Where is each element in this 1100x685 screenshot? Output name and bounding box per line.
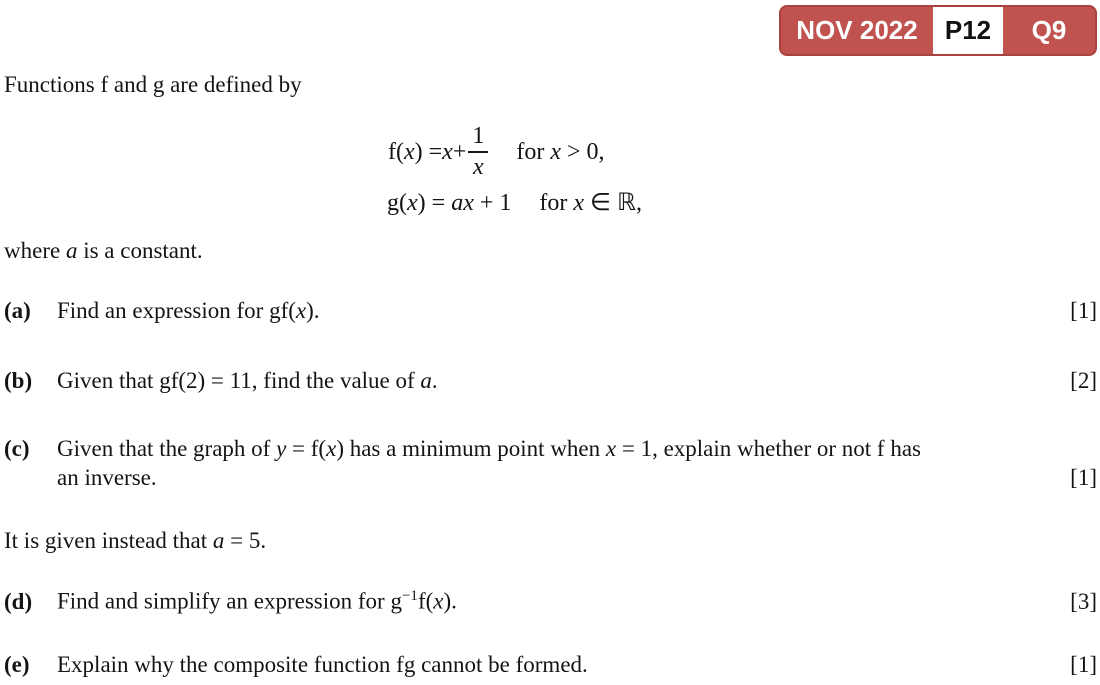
part-a-marks: [1]: [1070, 298, 1097, 323]
where-constant-text: [4, 238, 203, 264]
part-c-line2-text: an inverse.: [57, 465, 157, 490]
part-b-text: [57, 368, 438, 394]
equation-f-lhs: f(: [388, 138, 404, 165]
where-var-a: a: [65, 238, 78, 263]
part-b-label: (b): [4, 368, 33, 393]
equation-g-condition-var: x: [573, 190, 585, 216]
part-d-inverse-exponent: −1: [401, 588, 418, 604]
equation-f-condition: [516, 139, 604, 166]
intro-text: Functions f and g are defined by: [4, 72, 302, 97]
equation-f-condition-domain: > 0,: [561, 138, 605, 165]
equation-f-var-x2: x: [442, 138, 453, 165]
part-b-var-a: a: [420, 368, 432, 393]
where-post: is a constant.: [77, 238, 203, 263]
equation-f-condition-for: for: [516, 138, 551, 165]
part-c-seg1: Given that the graph of: [57, 436, 277, 461]
part-d: [4, 588, 1097, 615]
part-c-var-x2: x: [605, 436, 617, 461]
equation-f-plus: +: [452, 138, 467, 165]
equation-f-condition-var: x: [550, 138, 562, 165]
badge-session-label: NOV 2022: [796, 15, 918, 45]
equation-f-var-x1: x: [403, 138, 415, 165]
part-e-marks: [1]: [1070, 652, 1097, 677]
badge-question-label: Q9: [1031, 15, 1067, 45]
part-d-label: (d): [4, 588, 33, 614]
part-d-text-mid: f(: [417, 588, 434, 614]
fraction-one-over-x: [468, 124, 488, 180]
part-e: [4, 652, 1097, 678]
part-d-var-x: x: [433, 588, 444, 614]
given-pre: It is given instead that: [4, 528, 213, 553]
given-instead-text: [4, 528, 266, 554]
part-c-var-x1: x: [326, 436, 337, 461]
equation-g-condition-domain: ∈ ℝ,: [584, 190, 642, 216]
equation-g-var-a: a: [451, 190, 464, 216]
fraction-numerator: 1: [472, 122, 485, 149]
part-c-marks: [1]: [1070, 465, 1097, 490]
where-pre: where: [4, 238, 66, 263]
part-a-label: (a): [4, 298, 31, 323]
part-c-seg3: ) has a minimum point when: [336, 436, 606, 461]
equation-g-condition-for: for: [539, 190, 574, 216]
given-post: = 5.: [224, 528, 267, 553]
part-d-text-pre: Find and simplify an expression for g: [57, 588, 402, 614]
part-a-text: [57, 298, 320, 324]
part-b-text-post: .: [431, 368, 438, 393]
part-d-text: [57, 588, 457, 615]
part-b-text-pre: Given that gf(2) = 11, find the value of: [57, 368, 421, 393]
part-c-var-y: y: [276, 436, 287, 461]
part-b-marks: [2]: [1070, 368, 1097, 393]
part-a-var-x: x: [295, 298, 307, 323]
equation-g: [387, 188, 642, 217]
equation-g-equals: ) =: [417, 190, 452, 216]
part-c-label: (c): [4, 436, 30, 461]
part-c: [4, 434, 1097, 492]
equation-g-var-x1: x: [407, 190, 418, 216]
part-c-seg4: = 1, explain whether or not f has: [616, 436, 921, 461]
part-c-body: [57, 434, 1097, 492]
fraction-bar: [468, 151, 488, 153]
part-d-text-post: ).: [443, 588, 457, 614]
badge-paper-label: P12: [933, 7, 1003, 54]
part-d-marks: [3]: [1070, 588, 1097, 614]
fraction-denominator: x: [473, 154, 484, 180]
part-c-seg2: = f(: [286, 436, 327, 461]
equation-g-var-x2: x: [463, 190, 474, 216]
equation-g-lhs: g(: [387, 190, 407, 216]
part-a-text-pre: Find an expression for gf(: [57, 298, 296, 323]
equation-f-equals: ) =: [414, 138, 443, 165]
part-a: [4, 298, 1097, 324]
part-e-text: Explain why the composite function fg cannot be formed.: [57, 652, 588, 677]
equation-g-plus-one: + 1: [473, 190, 512, 216]
paper-badge: [779, 5, 1097, 56]
equation-f: [388, 120, 605, 184]
part-c-line1: [57, 434, 1097, 463]
part-c-line2: [57, 463, 1097, 492]
part-a-text-post: ).: [306, 298, 320, 323]
given-var-a: a: [212, 528, 225, 553]
equation-g-condition: [539, 190, 642, 216]
part-e-label: (e): [4, 652, 30, 677]
part-b: [4, 368, 1097, 394]
